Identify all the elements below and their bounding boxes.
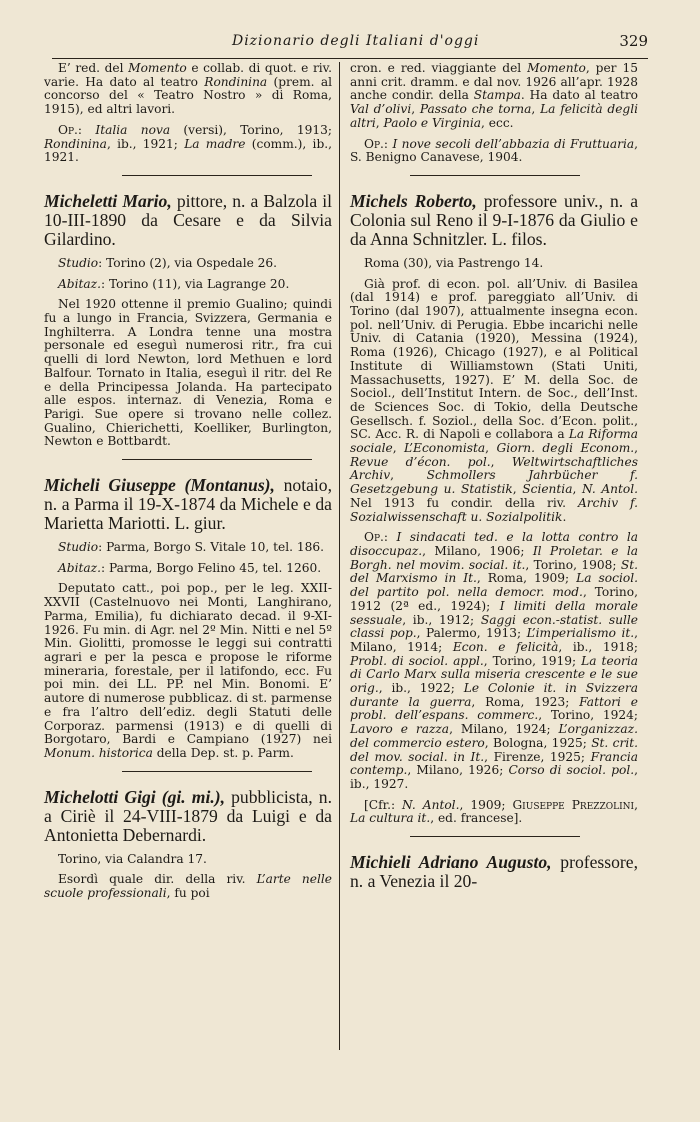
header-rule <box>52 58 648 59</box>
address-text: : Parma, Borgo S. Vitale 10, tel. 186. <box>98 540 325 555</box>
entry-paragraph: Nel 1920 ottenne il premio Gualino; quindi fu a lungo in Francia, Svizzera, Germania e Inghilterra. A Londra tenne una mostra personale ed eseguì numerosi ritr., fra cui quelli di lord Newton, lord Methuen e lord Balfour. Tornato in Italia, eseguì il ritr. del Re e della Principessa Jolanda. Ha partecipato alle espos. internaz. di Venezia, Roma e Parigi. Sue opere si trovano nelle collez. Gualino, Chierichetti, Koelliker, Burlington, Newton e Bottbardt. <box>44 297 332 449</box>
entry-summary: notaio, n. a Parma il 19-X-1874 da Michele e da Marietta Mariotti. L. giur. <box>44 475 333 534</box>
running-title: Dizionario degli Italiani d'oggi <box>231 33 480 49</box>
entry-paragraph: Op.: Italia nova (versi), Torino, 1913; Rondinina, ib., 1921; La madre (comm.), ib., 1921. <box>44 122 332 165</box>
entry-address <box>44 278 332 292</box>
entry-summary: professore, n. a Venezia il 20- <box>350 852 638 892</box>
entry-name: Micheli Giuseppe (Montanus), <box>44 475 275 496</box>
entry-paragraph: Op.: I nove secoli dell’abbazia di Fruttuaria, S. Benigno Canavese, 1904. <box>350 136 638 165</box>
address-text: Torino, via Calandra 17. <box>58 851 207 866</box>
entry-paragraph: E’ red. del Momento e collab. di quot. e riv. varie. Ha dato al teatro Rondinina (prem. al concorso del « Teatro Nostro » di Roma, 1915), ed altri lavori. <box>44 61 332 117</box>
entry-paragraph: Esordì quale dir. della riv. L’arte nelle scuole professionali, fu poi <box>44 872 332 901</box>
entry-address <box>350 257 638 271</box>
entry-paragraph: Op.: I sindacati ted. e la lotta contro la disoccupaz., Milano, 1906; Il Proletar. e la Borgh. nel movim. social. it., Torino, 1908; St. del Marxismo in It., Roma, 1909; La sociol. del partito pol. nella democr. mod., Torino, 1912 (2ª ed., 1924); I limiti della morale sessuale, ib., 1912; Saggi econ.-statist. sulle classi pop., Palermo, 1913; L’imperialismo it., Milano, 1914; Econ. e felicità, ib., 1918; Probl. di sociol. appl., Torino, 1919; La teoria di Carlo Marx sulla miseria crescente e le sue orig., ib., 1922; Le Colonie it. in Svizzera durante la guerra, Roma, 1923; Fattori e probl. dell’espans. commerc., Torino, 1924; Lavoro e razza, Milano, 1924; L’organizzaz. del commercio estero, Bologna, 1925; St. crit. del mov. social. in It., Firenze, 1925; Francia contemp., Milano, 1926; Corso di sociol. pol., ib., 1927. <box>350 530 639 791</box>
entry-name: Michels Roberto, <box>350 190 477 211</box>
address-text: : Parma, Borgo Felino 45, tel. 1260. <box>100 560 322 575</box>
address-label: Studio <box>58 255 99 270</box>
column-divider <box>339 62 340 1050</box>
address-label: Abitaz. <box>58 276 101 291</box>
address-text: : Torino (2), via Ospedale 26. <box>98 255 278 270</box>
entry-separator <box>410 175 580 176</box>
entry-separator <box>122 771 312 772</box>
entry-heading <box>350 192 638 249</box>
entry-heading <box>350 853 638 891</box>
address-label: Abitaz. <box>58 560 101 575</box>
address-text: : Torino (11), via Lagrange 20. <box>100 276 290 291</box>
entry-address <box>44 853 332 867</box>
entry-address <box>44 541 332 555</box>
address-text: Roma (30), via Pastrengo 14. <box>364 255 544 270</box>
entry-separator <box>122 175 312 176</box>
entry-separator <box>410 836 580 837</box>
entry-paragraph: Deputato catt., poi pop., per le leg. XXII-XXVII (Castelnuovo nei Monti, Langhirano, Parma, Emilia), fu dichiarato decad. il 9-XI-1926. Fu min. di Agr. nel 2º Min. Nitti e nel 5º Min. Giolitti, promosse le leggi sui contratti agrari e per la pesca e propose le riforme mineraria, forestale, per il latifondo, ecc. Fu poi min. dei LL. PP. nel Min. Bonomi. E’ autore di numerose pubblicaz. di st. parmense e fra l’altro dell’ediz. degli Statuti delle Corporaz. parmensi (1913) e di quelli di Borgotaro, Bardi e Campiano (1927) nei Monum. historica della Dep. st. p. Parm. <box>44 581 332 760</box>
entry-name: Michelotti Gigi (gi. mi.), <box>44 786 226 807</box>
entry-name: Michieli Adriano Augusto, <box>350 852 552 873</box>
address-label: Studio <box>58 540 99 555</box>
entry-summary: pittore, n. a Balzola il 10-III-1890 da Cesare e da Silvia Gilardino. <box>44 190 332 249</box>
entry-heading <box>44 476 332 533</box>
page-header <box>52 28 648 54</box>
entry-address <box>44 562 332 576</box>
entry-summary: pubblicista, n. a Ciriè il 24-VIII-1879 da Luigi e da Antonietta Debernardi. <box>44 786 332 845</box>
page-number: 329 <box>619 32 648 50</box>
entry-heading <box>44 192 332 249</box>
entry-summary: professore univ., n. a Colonia sul Reno il 9-I-1876 da Giulio e da Anna Schnitzler. L. filos. <box>350 190 638 249</box>
entry-paragraph: Già prof. di econ. pol. all’Univ. di Basilea (dal 1914) e prof. pareggiato all’Univ. di Torino (dal 1907), attualmente insegna econ. pol. nell’Univ. di Perugia. Ebbe incarichi nelle Univ. di Catania (1920), Messina (1924), Roma (1926), Chicago (1927), e al Political Institute di Williamstown (Stati Uniti, Massachusetts, 1927). E’ M. della Soc. de Sociol., dell’Institut Intern. de Soc., dell’Inst. de Sciences Soc. di Tokio, della Deutsche Gesellsch. f. Soziol., della Soc. d’Econ. polit., SC. Acc. R. di Napoli e collabora a La Riforma sociale, L’Economista, Giorn. degli Econom., Revue d’écon. pol., Weltwirtschaftliches Archiv, Schmollers Jahrbücher f. Gesetzgebung u. Statistik, Scientia, N. Antol. Nel 1913 fu condir. della riv. Archiv f. Sozialwissenschaft u. Sozialpolitik. <box>350 276 639 524</box>
entry-heading <box>44 788 332 845</box>
right-column <box>350 62 638 899</box>
entry-paragraph: cron. e red. viaggiante del Momento, per 15 anni crit. dramm. e dal nov. 1926 all’apr. 1928 anche condir. della Stampa. Ha dato al teatro Val d’olivi, Passato che torna, La felicità degli altri, Paolo e Virginia, ecc. <box>350 61 639 130</box>
entry-name: Micheletti Mario, <box>44 190 172 211</box>
entry-address <box>44 257 332 271</box>
entry-paragraph: [Cfr.: N. Antol., 1909; Giuseppe Prezzolini, La cultura it., ed. francese]. <box>350 797 638 826</box>
left-column <box>44 62 332 908</box>
entry-separator <box>122 459 312 460</box>
